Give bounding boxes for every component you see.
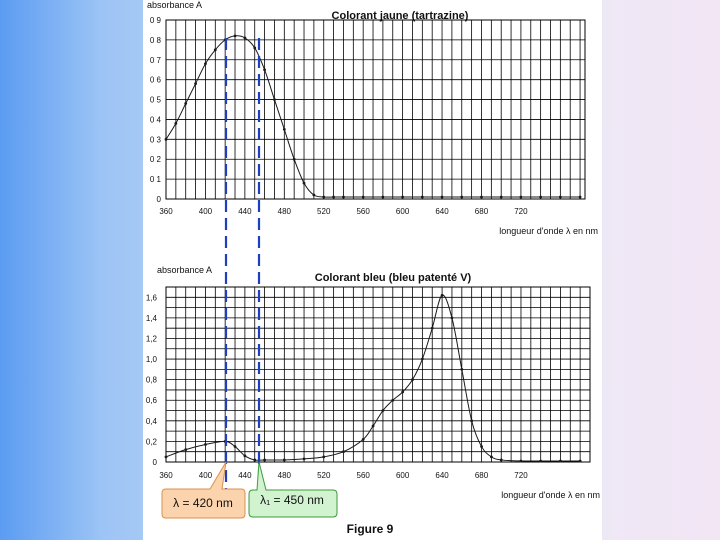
- chart2-ytick-label: 1,4: [145, 313, 157, 323]
- chart1-xtick-label: 440: [238, 207, 252, 216]
- chart1-xtick-label: 360: [159, 207, 173, 216]
- chart1-xlabel: longueur d'onde λ en nm: [499, 226, 598, 236]
- chart1-data-point: [559, 196, 562, 199]
- chart1-ytick-label: 0 6: [149, 75, 161, 85]
- callout-450-text: λ₁ = 450 nm: [260, 493, 324, 507]
- chart1-data-point: [381, 196, 384, 199]
- chart2-frame: [166, 287, 590, 462]
- chart1-data-point: [303, 182, 306, 185]
- chart2-ytick-label: 0,8: [145, 375, 157, 385]
- chart2-xtick-label: 720: [514, 471, 528, 480]
- chart1-ytick-label: 0 1: [149, 175, 161, 185]
- chart2-data-point: [204, 443, 207, 446]
- chart2-data-point: [539, 460, 542, 463]
- chart1-data-point: [500, 196, 503, 199]
- chart1-data-point: [539, 196, 542, 199]
- chart1-data-point: [520, 196, 523, 199]
- chart1-data-point: [214, 48, 217, 51]
- chart1-data-point: [283, 128, 286, 131]
- chart2-ytick-label: 1,0: [145, 355, 157, 365]
- chart1-ytick-label: 0 8: [149, 35, 161, 45]
- chart1-ytick-label: 0 5: [149, 95, 161, 105]
- chart2-data-point: [411, 378, 414, 381]
- chart2-data-point: [303, 458, 306, 461]
- chart1-ytick-label: 0 3: [149, 135, 161, 145]
- chart1-ytick-label: 0: [156, 195, 161, 204]
- chart2-data-point: [470, 419, 473, 422]
- chart2-data-point: [401, 391, 404, 394]
- chart2-data-point: [391, 399, 394, 402]
- chart2-data-point: [234, 445, 237, 448]
- chart1-xtick-label: 400: [198, 207, 213, 216]
- chart2-data-point: [362, 438, 365, 441]
- chart1-xtick-label: 720: [514, 207, 528, 216]
- chart2-grid: [166, 287, 590, 462]
- chart2-xtick-label: 640: [435, 471, 449, 480]
- chart1-data-point: [194, 82, 197, 85]
- chart2-data-point: [382, 409, 385, 412]
- chart1-xtick-label: 680: [474, 207, 489, 216]
- chart2-data-point: [322, 455, 325, 458]
- chart1-ytick-label: 0 7: [149, 55, 161, 65]
- chart1-data-point: [342, 196, 345, 199]
- chart1-data-point: [293, 158, 296, 161]
- chart2-data-point: [253, 459, 256, 462]
- chart2-ytick-label: 0,6: [145, 396, 157, 406]
- chart2-xtick-label: 440: [238, 471, 252, 480]
- chart1-xtick-label: 560: [356, 207, 370, 216]
- chart2-data-point: [372, 425, 375, 428]
- chart1-data-point: [165, 138, 168, 141]
- chart1-ytick-label: 0 2: [149, 155, 161, 165]
- chart2-xtick-label: 480: [277, 471, 292, 480]
- chart1-data-point: [312, 194, 315, 197]
- chart2-data-point: [579, 460, 582, 463]
- chart2-xtick-label: 680: [474, 471, 489, 480]
- chart2-data-point: [263, 459, 266, 462]
- chart2-data-point: [243, 454, 246, 457]
- chart2-ylabel: absorbance A: [157, 265, 213, 275]
- chart2-title: Colorant bleu (bleu patenté V): [314, 272, 472, 284]
- chart1-data-point: [184, 102, 187, 105]
- chart2-xtick-label: 400: [198, 471, 213, 480]
- chart1-data-point: [322, 196, 325, 199]
- chart2-ytick-label: 0,2: [145, 437, 157, 447]
- chart1-xtick-label: 480: [277, 207, 291, 216]
- chart2-xlabel: longueur d'onde λ en nm: [501, 490, 600, 500]
- chart1-data-point: [234, 35, 237, 38]
- chart1-ytick-label: 0 4: [149, 115, 161, 125]
- chart1-ylabel: absorbance A: [147, 0, 203, 10]
- chart1-data-point: [460, 196, 463, 199]
- chart1-data-point: [174, 122, 177, 125]
- chart1-data-point: [441, 196, 444, 199]
- chart2-ytick-label: 0,4: [145, 416, 157, 426]
- chart2-data-point: [441, 294, 444, 297]
- chart2-ytick-label: 0: [152, 458, 157, 467]
- figure-caption: Figure 9: [346, 522, 394, 536]
- chart2-data-point: [460, 368, 463, 371]
- chart2-data-point: [431, 327, 434, 330]
- chart1-xtick-label: 520: [317, 207, 331, 216]
- chart2-data-point: [480, 445, 483, 448]
- chart2-xtick-label: 600: [395, 471, 410, 480]
- chart1-data-point: [421, 196, 424, 199]
- chart1-data-point: [273, 98, 276, 101]
- chart2-data-point: [490, 455, 493, 458]
- callout-420-text: λ = 420 nm: [173, 496, 233, 510]
- chart2-data-point: [184, 448, 187, 451]
- chart1-data-point: [332, 196, 335, 199]
- chart1-grid: [166, 20, 585, 199]
- chart2-xtick-label: 560: [356, 471, 370, 480]
- chart1-data-point: [253, 46, 256, 49]
- chart2-data-point: [520, 460, 523, 463]
- chart2-data-point: [342, 450, 345, 453]
- chart2-data-point: [559, 460, 562, 463]
- chart2-ytick-label: 1,2: [145, 334, 157, 344]
- chart1-data-point: [204, 62, 207, 65]
- chart1-xtick-label: 640: [435, 207, 449, 216]
- chart1-ytick-label: 0 9: [149, 16, 161, 25]
- chart1-data-point: [401, 196, 404, 199]
- chart1-title: Colorant jaune (tartrazine): [331, 10, 469, 22]
- chart1-data-point: [480, 196, 483, 199]
- chart1-frame: [166, 20, 585, 199]
- chart2-data-point: [421, 358, 424, 361]
- chart1-data-point: [243, 37, 246, 40]
- chart2-xtick-label: 520: [317, 471, 331, 480]
- chart1-xtick-label: 600: [395, 207, 410, 216]
- chart1-data-point: [362, 196, 365, 199]
- chart1-data-point: [579, 196, 582, 199]
- chart2-data-point: [165, 455, 168, 458]
- chart2-ytick-label: 1,6: [145, 293, 157, 303]
- chart2-data-point: [451, 316, 454, 319]
- chart2-xtick-label: 360: [159, 471, 173, 480]
- chart2-data-point: [283, 459, 286, 462]
- chart1-data-point: [263, 68, 266, 71]
- chart2-data-point: [500, 459, 503, 462]
